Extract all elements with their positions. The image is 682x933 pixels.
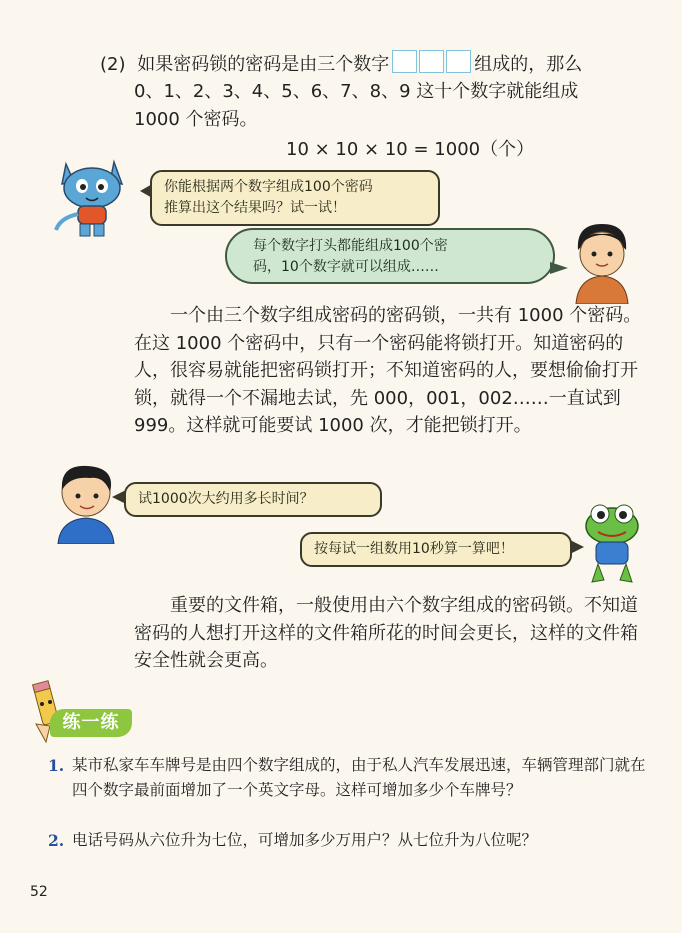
- question-number: 1.: [48, 756, 65, 775]
- question-2: [48, 828, 648, 854]
- digit-boxes: [392, 50, 471, 73]
- boy-illustration: [566, 218, 638, 304]
- speech-bubble-cat: [150, 170, 440, 226]
- page-number: 52: [30, 884, 48, 900]
- bubble-text: 码，10个数字就可以组成……: [253, 259, 439, 275]
- frog-illustration: [580, 502, 644, 584]
- text: 如果密码锁的密码是由三个数字: [137, 54, 390, 75]
- section-2-line1: [100, 50, 582, 78]
- digit-box: [392, 50, 417, 73]
- bubble-text: 每个数字打头都能组成100个密: [253, 238, 448, 254]
- question-1: [48, 753, 648, 799]
- section-number: (2): [100, 54, 126, 75]
- bubble-text: 你能根据两个数字组成100个密码: [164, 179, 373, 195]
- equation: 10 × 10 × 10 = 1000（个）: [286, 139, 535, 160]
- paragraph-2: 重要的文件箱，一般使用由六个数字组成的密码锁。不知道密码的人想打开这样的文件箱所花的时间会更长，这样的文件箱安全性就会更高。: [134, 595, 638, 671]
- text: 组成的，那么: [474, 54, 583, 75]
- digit-box: [446, 50, 471, 73]
- section-2-line3: 1000 个密码。: [134, 109, 258, 130]
- question-text: 某市私家车车牌号是由四个数字组成的，由于私人汽车发展迅速，车辆管理部门就在四个数字最前面增加了一个英文字母。这样可增加多少个车牌号？: [72, 756, 646, 799]
- speech-bubble-frog: 按每试一组数用10秒算一算吧！: [300, 532, 572, 567]
- question-text: 电话号码从六位升为七位，可增加多少万用户？从七位升为八位呢？: [72, 831, 538, 849]
- thought-cloud-boy: [225, 228, 555, 284]
- practice-banner: 练一练: [50, 709, 132, 737]
- digit-box: [419, 50, 444, 73]
- paragraph-1: 一个由三个数字组成密码的密码锁，一共有 1000 个密码。在这 1000 个密码中，只有一个密码能将锁打开。知道密码的人，很容易就能把密码锁打开；不知道密码的人，要想偷偷打开锁，就得一个不漏地去试，先 000，001，002……一直试到 999。这样就可能要试 1000 次，才能把锁打开。: [134, 305, 642, 436]
- bubble-text: 推算出这个结果吗？试一试！: [164, 200, 346, 216]
- question-number: 2.: [48, 831, 65, 850]
- section-2-line2: 0、1、2、3、4、5、6、7、8、9 这十个数字就能组成: [134, 81, 579, 102]
- blue-cat-illustration: [52, 158, 132, 240]
- speech-bubble-boy: 试1000次大约用多长时间？: [124, 482, 382, 517]
